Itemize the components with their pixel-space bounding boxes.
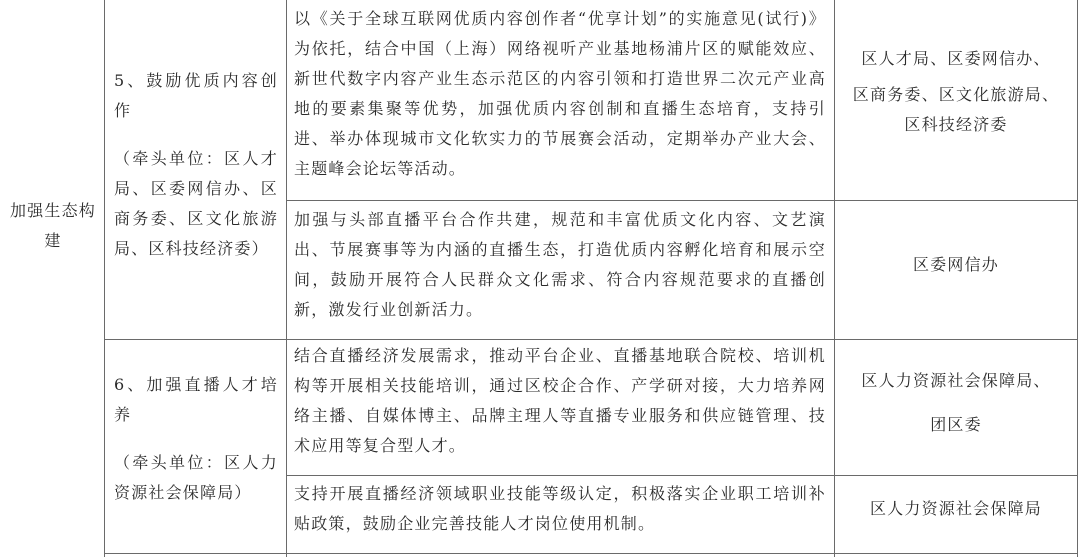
group-title: 5、鼓励优质内容创作 (114, 71, 278, 120)
group-6-cell (114, 370, 278, 508)
department-line: 团区委 (930, 415, 982, 434)
department-cell (836, 494, 1076, 524)
department-line: 区人才局、区委网信办、 (861, 49, 1051, 68)
department-line: 区人力资源社会保障局 (869, 499, 1042, 518)
department-line: 区科技经济委 (904, 115, 1008, 134)
measure-text: 支持开展直播经济领域职业技能等级认定，积极落实企业职工培训补贴政策，鼓励企业完善技能人才岗位使用机制。 (294, 484, 826, 533)
category-cell (4, 196, 102, 256)
content-cell (294, 4, 826, 184)
department-cell (836, 44, 1076, 140)
col-divider-4 (1077, 0, 1078, 557)
department-line: 区人力资源社会保障局、 (861, 371, 1051, 390)
category-label: 加强生态构建 (9, 201, 96, 250)
department-line: 区委网信办 (912, 255, 999, 274)
measure-text: 结合直播经济发展需求，推动平台企业、直播基地联合院校、培训机构等开展相关技能培训，通过区校企合作、产学研对接，大力培养网络主播、自媒体博主、品牌主理人等直播专业服务和供应链管理、技术应用等复合型人才。 (294, 346, 826, 455)
group-lead-unit: （牵头单位：区人力资源社会保障局） (114, 453, 278, 502)
col-divider-3 (834, 0, 835, 557)
row-divider-4 (104, 553, 1078, 554)
department-line: 区商务委、区文化旅游局、 (852, 85, 1060, 104)
content-cell (294, 341, 826, 461)
row-divider-3 (286, 475, 1078, 476)
group-5-cell (114, 66, 278, 264)
group-title: 6、加强直播人才培养 (114, 375, 278, 424)
content-cell (294, 479, 826, 539)
col-divider-1 (104, 0, 105, 557)
row-divider-1 (286, 200, 1078, 201)
row-divider-2 (104, 339, 1078, 340)
col-divider-2 (286, 0, 287, 557)
department-cell (836, 366, 1076, 440)
department-cell (836, 250, 1076, 280)
content-cell (294, 205, 826, 325)
measure-text: 加强与头部直播平台合作共建，规范和丰富优质文化内容、文艺演出、节展赛事等为内涵的直播生态，打造优质内容孵化培育和展示空间，鼓励开展符合人民群众文化需求、符合内容规范要求的直播创新，激发行业创新活力。 (294, 210, 826, 319)
group-lead-unit: （牵头单位：区人才局、区委网信办、区商务委、区文化旅游局、区科技经济委） (114, 149, 278, 258)
measure-text: 以《关于全球互联网优质内容创作者“优享计划”的实施意见(试行)》为依托，结合中国（上海）网络视听产业基地杨浦片区的赋能效应、新世代数字内容产业生态示范区的内容引领和打造世界二次元产业高地的要素集聚等优势，加强优质内容创制和直播生态培育，支持引进、举办体现城市文化软实力的节展赛会活动，定期举办产业大会、主题峰会论坛等活动。 (294, 9, 826, 178)
